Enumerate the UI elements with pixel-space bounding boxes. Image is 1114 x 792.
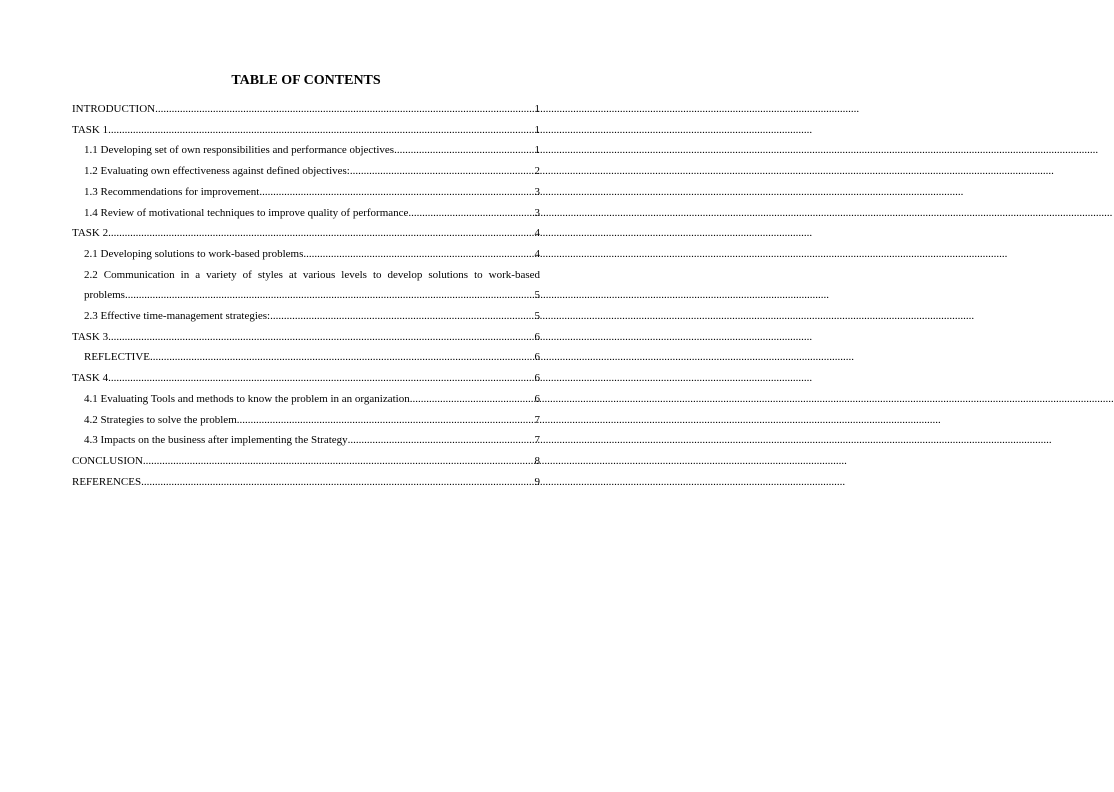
toc-entry-page: 2	[534, 165, 540, 178]
toc-list	[72, 99, 540, 492]
toc-entry-2-3[interactable]	[72, 306, 540, 327]
toc-leader-dots	[394, 140, 534, 161]
toc-entry-task-1[interactable]	[72, 120, 540, 141]
toc-leader-dots	[410, 389, 535, 410]
toc-leader-dots	[108, 120, 534, 141]
toc-entry-label: 1.4 Review of motivational techniques to improve quality of performance	[84, 206, 409, 219]
toc-leader-dots	[270, 306, 534, 327]
toc-entry-label: TASK 3	[72, 330, 109, 343]
toc-leader-dots	[108, 327, 534, 348]
toc-entry-page: 9	[534, 475, 540, 488]
toc-entry-reflective[interactable]	[72, 347, 540, 368]
toc-leader-dots	[350, 161, 535, 182]
toc-entry-4-1[interactable]	[72, 389, 540, 410]
toc-entry-page: 4	[534, 227, 540, 240]
toc-leader-dots	[150, 347, 535, 368]
toc-entry-label-line2-row	[84, 285, 540, 306]
toc-leader-dots	[303, 244, 534, 265]
toc-entry-page: 1	[534, 144, 540, 157]
toc-leader-dots	[125, 285, 535, 306]
toc-entry-conclusion[interactable]	[72, 451, 540, 472]
toc-entry-label: 1.1 Developing set of own responsibilities and performance objectives	[84, 144, 395, 157]
toc-entry-4-2[interactable]	[72, 410, 540, 431]
toc-entry-label: TASK 2	[72, 227, 109, 240]
toc-leader-dots	[259, 182, 534, 203]
toc-entry-1-4[interactable]	[72, 203, 540, 224]
toc-entry-2-1[interactable]	[72, 244, 540, 265]
toc-leader-dots	[108, 223, 534, 244]
toc-leader-dots	[408, 203, 534, 224]
toc-leader-dots	[348, 430, 535, 451]
toc-entry-1-1[interactable]	[72, 140, 540, 161]
toc-entry-2-2[interactable]	[72, 265, 540, 306]
toc-entry-label: 2.3 Effective time-management strategies:	[84, 310, 271, 323]
toc-entry-page: 7	[534, 413, 540, 426]
toc-entry-1-3[interactable]	[72, 182, 540, 203]
toc-entry-page: 3	[534, 185, 540, 198]
toc-entry-page: 3	[534, 206, 540, 219]
toc-entry-label: 1.3 Recommendations for improvement	[84, 185, 260, 198]
toc-entry-references[interactable]	[72, 472, 540, 493]
toc-entry-page: 6	[534, 351, 540, 364]
toc-entry-label: 4.2 Strategies to solve the problem	[84, 413, 237, 426]
toc-entry-page: 8	[534, 454, 540, 467]
toc-entry-label: TASK 1	[72, 123, 109, 136]
toc-entry-page: 5	[534, 289, 540, 302]
toc-entry-page: 4	[534, 247, 540, 260]
toc-entry-page: 7	[534, 434, 540, 447]
toc-entry-page: 5	[534, 310, 540, 323]
toc-entry-4-3[interactable]	[72, 430, 540, 451]
toc-entry-page: 6	[534, 372, 540, 385]
toc-leader-dots	[143, 451, 535, 472]
toc-leader-dots	[155, 99, 534, 120]
toc-entry-1-2[interactable]	[72, 161, 540, 182]
toc-entry-page: 6	[534, 330, 540, 343]
toc-entry-label: 1.2 Evaluating own effectiveness against defined objectives:	[84, 165, 350, 178]
toc-entry-label: 4.1 Evaluating Tools and methods to know the problem in an organization	[84, 392, 410, 405]
toc-title: TABLE OF CONTENTS	[231, 73, 381, 88]
toc-entry-label: 2.1 Developing solutions to work-based problems	[84, 247, 304, 260]
toc-entry-label: REFLECTIVE	[84, 351, 150, 364]
toc-entry-label: TASK 4	[72, 372, 109, 385]
toc-entry-introduction[interactable]	[72, 99, 540, 120]
toc-entry-page: 1	[534, 103, 540, 115]
toc-entry-page: 6	[534, 392, 540, 405]
toc-entry-task-4[interactable]	[72, 368, 540, 389]
toc-entry-task-2[interactable]	[72, 223, 540, 244]
toc-leader-dots	[141, 472, 534, 493]
toc-leader-dots	[108, 368, 534, 389]
toc-entry-label-line2: problems	[84, 289, 125, 302]
toc-leader-dots	[237, 410, 535, 431]
toc-entry-label-line1: 2.2 Communication in a variety of styles at various levels to develop solutions to work-based	[84, 268, 540, 281]
toc-entry-label: INTRODUCTION	[72, 103, 156, 115]
toc-entry-label: 4.3 Impacts on the business after implementing the Strategy	[84, 434, 348, 447]
toc-entry-label: REFERENCES	[72, 475, 142, 488]
toc-entry-page: 1	[534, 123, 540, 136]
toc-entry-label: CONCLUSION	[72, 454, 143, 467]
toc-entry-task-3[interactable]	[72, 327, 540, 348]
